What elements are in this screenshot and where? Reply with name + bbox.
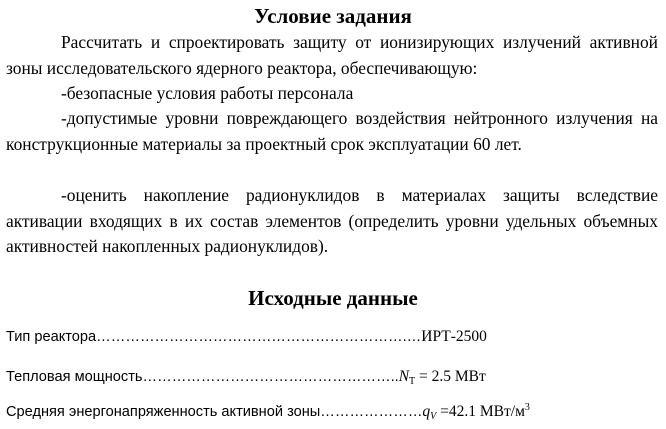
reactor-type-value: ИРТ-2500 xyxy=(421,328,487,345)
dot-leader: ………………… xyxy=(320,404,423,420)
task-paragraph-neutron-damage: -допустимые уровни повреждающего воздействия нейтронного излучения на конструкционные материалы за проектный срок эксплуатации 60 лет. xyxy=(6,108,658,154)
power-subscript: T xyxy=(409,376,416,387)
power-value: = 2.5 МВт xyxy=(415,368,486,385)
row-label: Средняя энергонапряженность активной зоны xyxy=(6,404,321,420)
input-data-title: Исходные данные xyxy=(248,286,418,310)
row-reactor-type xyxy=(6,328,487,346)
density-symbol: q xyxy=(422,403,431,420)
task-paragraph-staff-safety: -безопасные условия работы персонала xyxy=(61,83,354,103)
power-density-value xyxy=(422,403,530,420)
thermal-power-value xyxy=(399,368,486,385)
task-title: Условие задания xyxy=(254,4,412,28)
task-paragraph-intro: Рассчитать и спроектировать защиту от ионизирующих излучений активной зоны исследовательского ядерного реактора, обеспечивающую: xyxy=(6,32,658,78)
power-symbol: N xyxy=(398,368,410,385)
dot-leader: …………………………………………….. xyxy=(142,369,399,385)
row-power-density xyxy=(6,403,530,423)
row-label: Тепловая мощность xyxy=(6,369,143,385)
density-value: =42.1 МВт/м xyxy=(436,403,525,420)
density-superscript: 3 xyxy=(524,402,530,413)
task-paragraph-radionuclides: -оценить накопление радионуклидов в материалах защиты вследствие активации входящих в их состав элементов (определить уровни удельных объемных активностей накопленных радионуклидов). xyxy=(6,185,658,256)
dot-leader: ……………………………………………………….… xyxy=(96,329,422,345)
row-thermal-power xyxy=(6,368,486,388)
density-subscript: V xyxy=(430,411,437,422)
row-label: Тип реактора xyxy=(6,329,97,345)
